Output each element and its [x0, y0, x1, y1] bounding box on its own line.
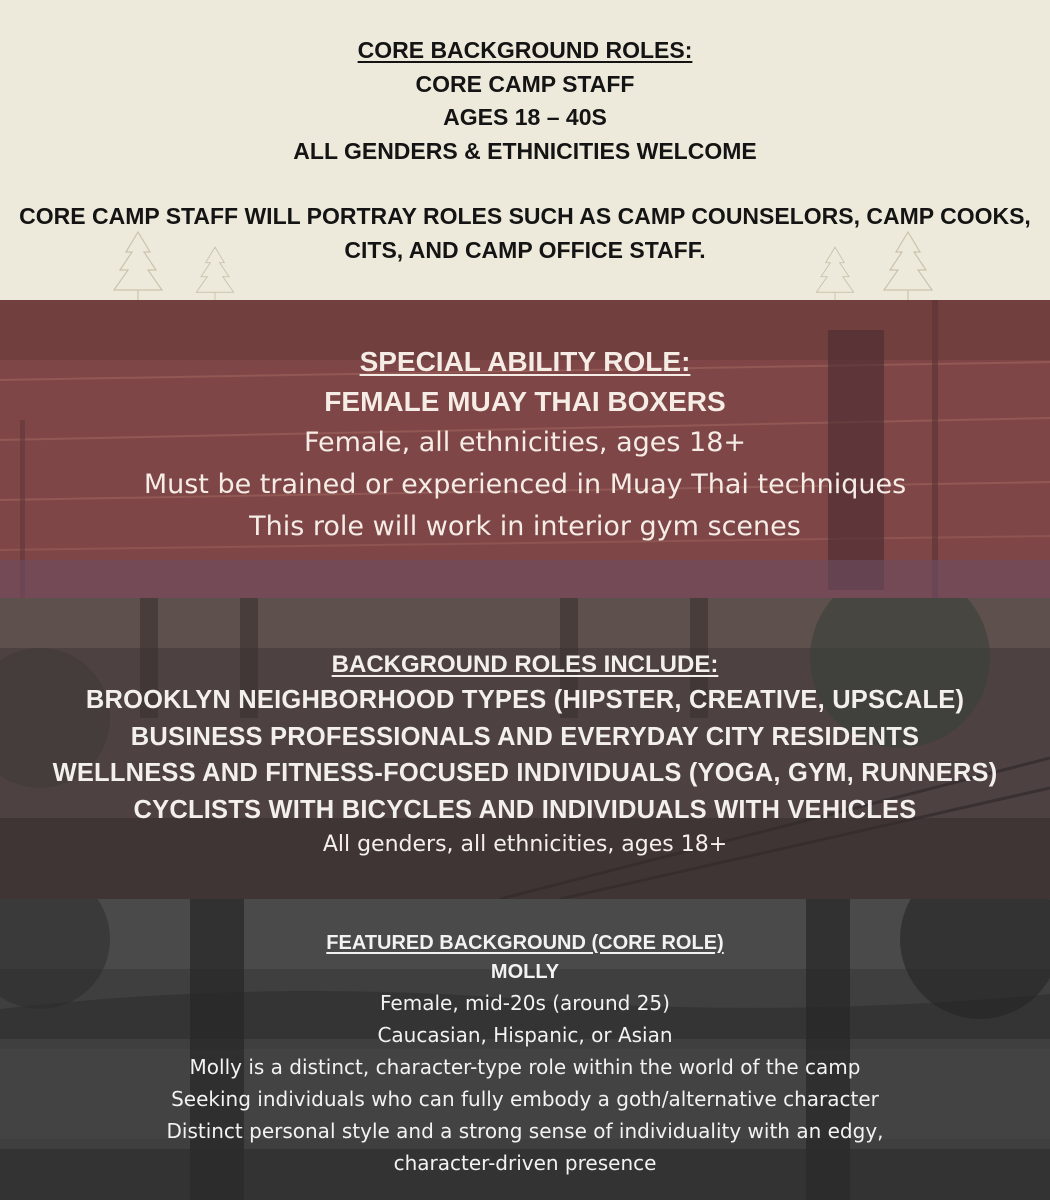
- core-description-line-2: CITS, AND CAMP OFFICE STAFF.: [344, 236, 706, 263]
- special-line: Female, all ethnicities, ages 18+: [303, 427, 747, 458]
- featured-line: Female, mid-20s (around 25): [380, 991, 670, 1015]
- core-ages: AGES 18 – 40S: [443, 104, 607, 130]
- featured-role-name: MOLLY: [490, 961, 560, 983]
- background-roles-panel: [0, 598, 1050, 899]
- core-description-line-1: CORE CAMP STAFF WILL PORTRAY ROLES SUCH AS CAMP COUNSELORS, CAMP COOKS,: [19, 203, 1031, 229]
- special-line: Must be trained or experienced in Muay Thai techniques: [143, 469, 907, 500]
- core-role: CORE CAMP STAFF: [415, 70, 635, 97]
- featured-line: Molly is a distinct, character-type role within the world of the camp: [189, 1055, 861, 1079]
- core-roles-panel: [0, 0, 1050, 300]
- background-role-item: WELLNESS AND FITNESS-FOCUSED INDIVIDUALS (YOGA, GYM, RUNNERS): [52, 759, 998, 787]
- featured-background-panel: [0, 899, 1050, 1200]
- special-heading: SPECIAL ABILITY ROLE:: [359, 346, 691, 377]
- special-line: This role will work in interior gym scenes: [249, 511, 801, 542]
- background-role-item: BUSINESS PROFESSIONALS AND EVERYDAY CITY RESIDENTS: [130, 722, 920, 751]
- featured-line: character-driven presence: [393, 1151, 657, 1175]
- background-note: All genders, all ethnicities, ages 18+: [322, 832, 728, 857]
- core-welcome: ALL GENDERS & ETHNICITIES WELCOME: [293, 137, 757, 164]
- background-role-item: BROOKLYN NEIGHBORHOOD TYPES (HIPSTER, CREATIVE, UPSCALE): [85, 686, 965, 714]
- featured-heading: FEATURED BACKGROUND (CORE ROLE): [326, 932, 724, 954]
- special-role: FEMALE MUAY THAI BOXERS: [324, 386, 726, 417]
- background-heading: BACKGROUND ROLES INCLUDE:: [331, 651, 719, 678]
- background-role-item: CYCLISTS WITH BICYCLES AND INDIVIDUALS WITH VEHICLES: [133, 795, 917, 824]
- featured-line: Caucasian, Hispanic, or Asian: [377, 1023, 673, 1047]
- core-heading: CORE BACKGROUND ROLES:: [357, 37, 693, 63]
- featured-line: Seeking individuals who can fully embody a goth/alternative character: [171, 1087, 879, 1111]
- featured-line: Distinct personal style and a strong sense of individuality with an edgy,: [166, 1119, 884, 1143]
- special-ability-panel: [0, 300, 1050, 598]
